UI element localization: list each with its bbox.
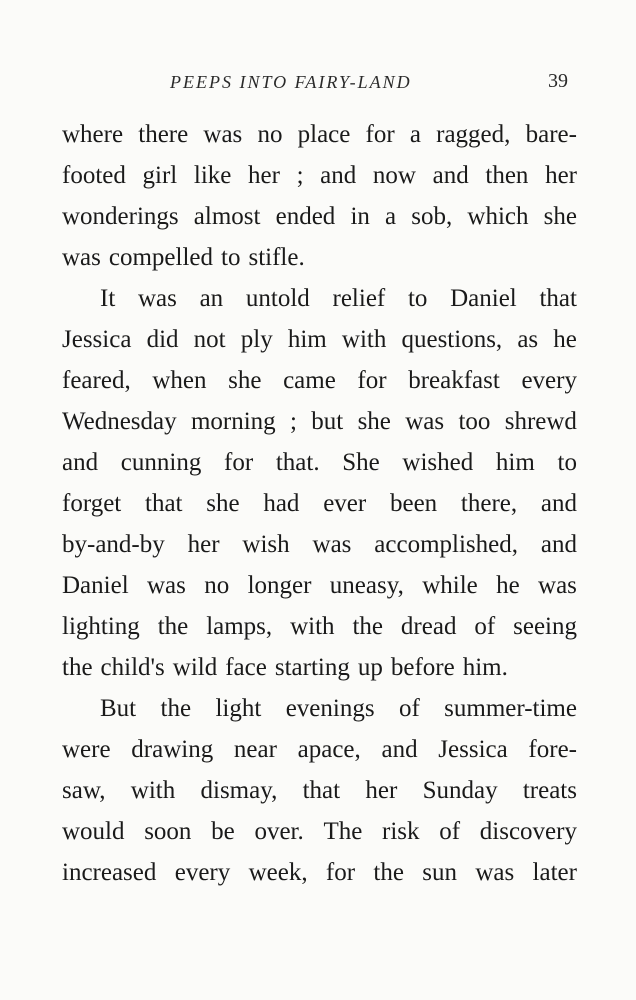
text-line: saw, with dismay, that her Sunday treats (62, 777, 577, 804)
running-title: PEEPS INTO FAIRY-LAND (170, 72, 412, 92)
text-line: was compelled to stifle. (62, 244, 305, 271)
text-line: footed girl like her ; and now and then her (62, 162, 577, 189)
text-line: lighting the lamps, with the dread of seeing (62, 613, 577, 640)
text-line: where there was no place for a ragged, bare- (62, 121, 577, 148)
text-line: Daniel was no longer uneasy, while he was (62, 572, 577, 599)
page-number: 39 (548, 70, 568, 92)
text-line: wonderings almost ended in a sob, which she (62, 203, 577, 230)
body-text (62, 114, 577, 893)
page-header (0, 70, 636, 100)
text-line: It was an untold relief to Daniel that (100, 285, 577, 312)
text-line: the child's wild face starting up before him. (62, 654, 508, 681)
text-line: and cunning for that. She wished him to (62, 449, 577, 476)
text-line: were drawing near apace, and Jessica fore- (62, 736, 577, 763)
text-line: increased every week, for the sun was later (62, 859, 577, 886)
text-line: Wednesday morning ; but she was too shrewd (62, 408, 577, 435)
text-line: Jessica did not ply him with questions, as he (62, 326, 577, 353)
text-line: by-and-by her wish was accomplished, and (62, 531, 577, 558)
text-line: feared, when she came for breakfast every (62, 367, 577, 394)
text-line: would soon be over. The risk of discovery (62, 818, 577, 845)
text-line: forget that she had ever been there, and (62, 490, 577, 517)
text-line: But the light evenings of summer-time (100, 695, 577, 722)
